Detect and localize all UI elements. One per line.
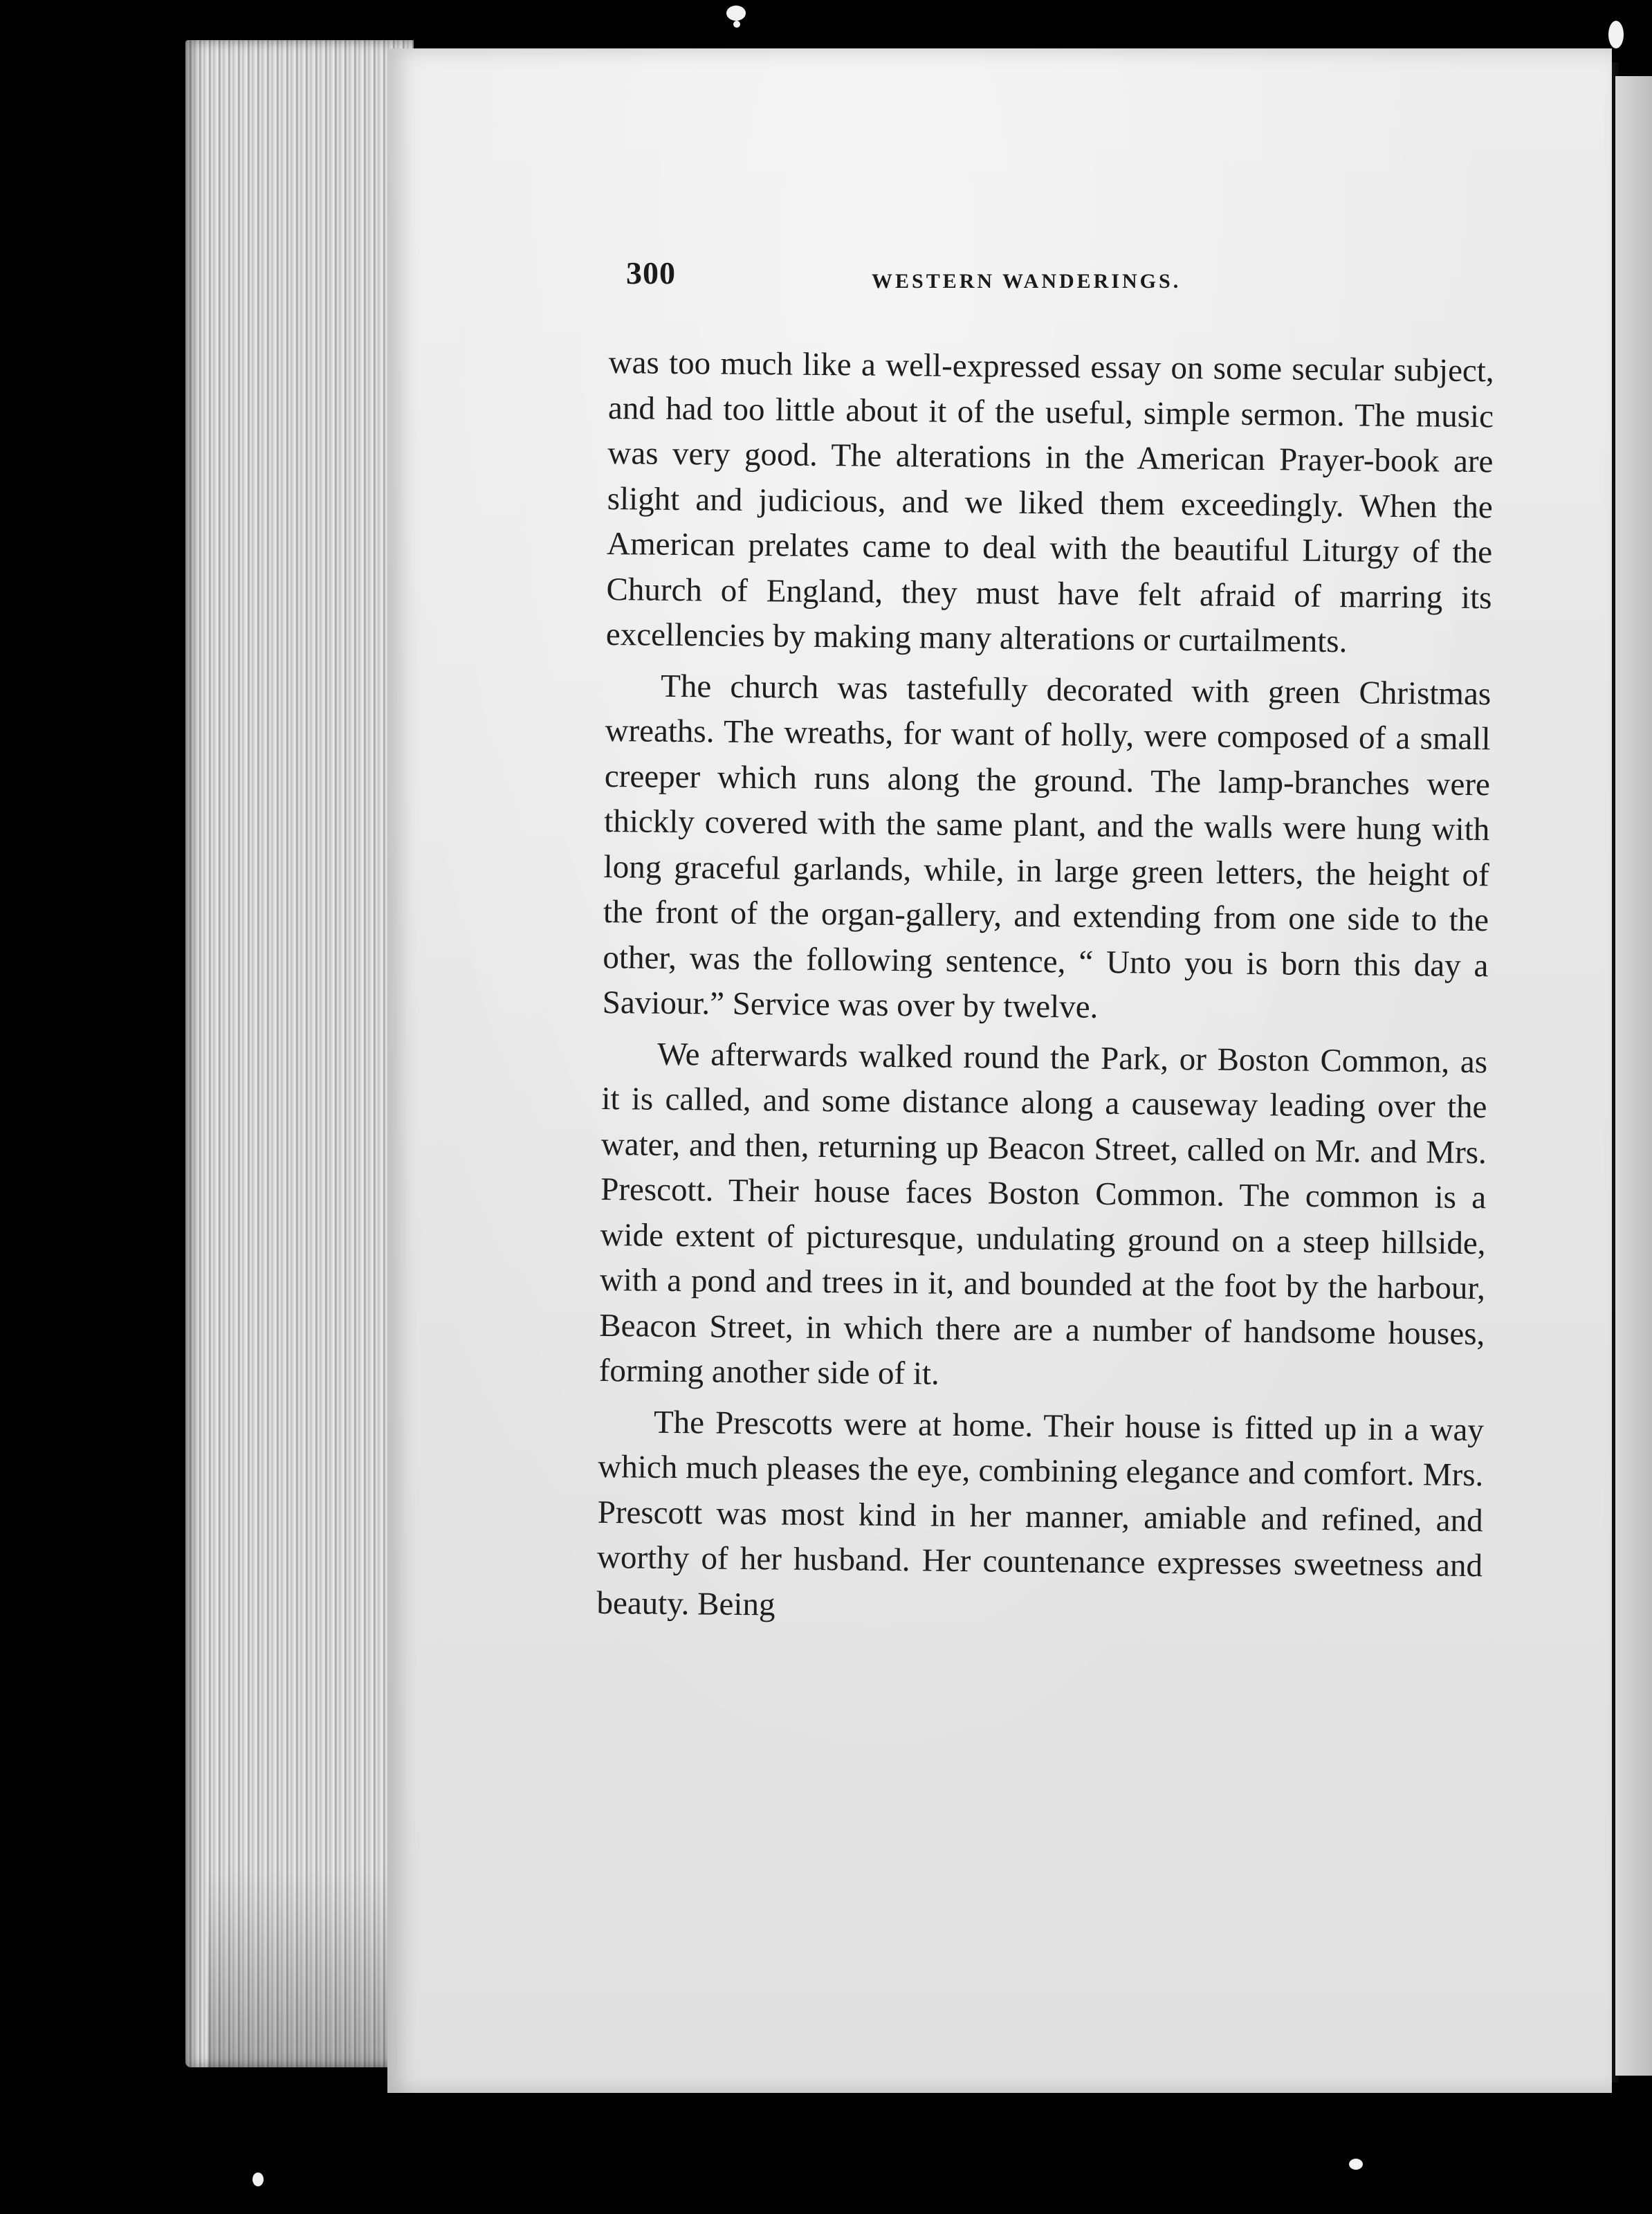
page-number: 300 [626, 255, 676, 291]
paragraph: was too much like a well-expressed essay on some secular subject, and had too little about it of the useful, simple sermon. The music was very good. The alterations in the American Prayer-book are slight and judicious, and we liked them exceedingly. When the American prelates came to deal with the beautiful Liturgy of the Church of England, they must have felt afraid of marring its excellencies by making many alterations or curtailments. [605, 344, 1494, 660]
paragraph: We afterwards walked round the Park, or Boston Common, as it is called, and some distance along a causeway leading over the water, and then, returning up Beacon Street, called on Mr. and Mrs. Prescott. Their house faces Boston Common. The common is a wide extent of picturesque, undulating ground on a steep hillside, with a pond and trees in it, and bounded at the foot by the harbour, Beacon Street, in which there are a number of handsome houses, forming another side of it. [598, 1036, 1488, 1392]
page-edge-shadow [208, 1868, 415, 2076]
running-head: WESTERN WANDERINGS. [872, 270, 1182, 293]
scan-speck [253, 2172, 264, 2186]
paragraph: The church was tastefully decorated with green Christmas wreaths. The wreaths, for want of holly, were composed of a small creeper which runs along the ground. The lamp-branches were thickly covered with the same plant, and the walls were hung with long graceful garlands, while, in large green letters, the height of the front of the organ-gallery, and extending from one side to the other, was the following sentence, “ Unto you is born this day a Saviour.” Service was over by twelve. [602, 668, 1492, 1025]
page-header [626, 255, 1470, 296]
scan-speck [1608, 21, 1624, 48]
scan-speck [733, 21, 740, 28]
scan-speck [726, 6, 746, 21]
facing-page-edge [1615, 76, 1652, 2076]
paragraph: The Prescotts were at home. Their house is fitted up in a way which much pleases the eye, combining elegance and comfort. Mrs. Prescott was most kind in her manner, amiable and refined, and worthy of her husband. Her countenance expresses sweetness and beauty. Being [596, 1404, 1485, 1622]
scan-speck [1349, 2159, 1363, 2170]
book-page-edges [185, 40, 414, 2067]
body-text [596, 340, 1494, 1634]
